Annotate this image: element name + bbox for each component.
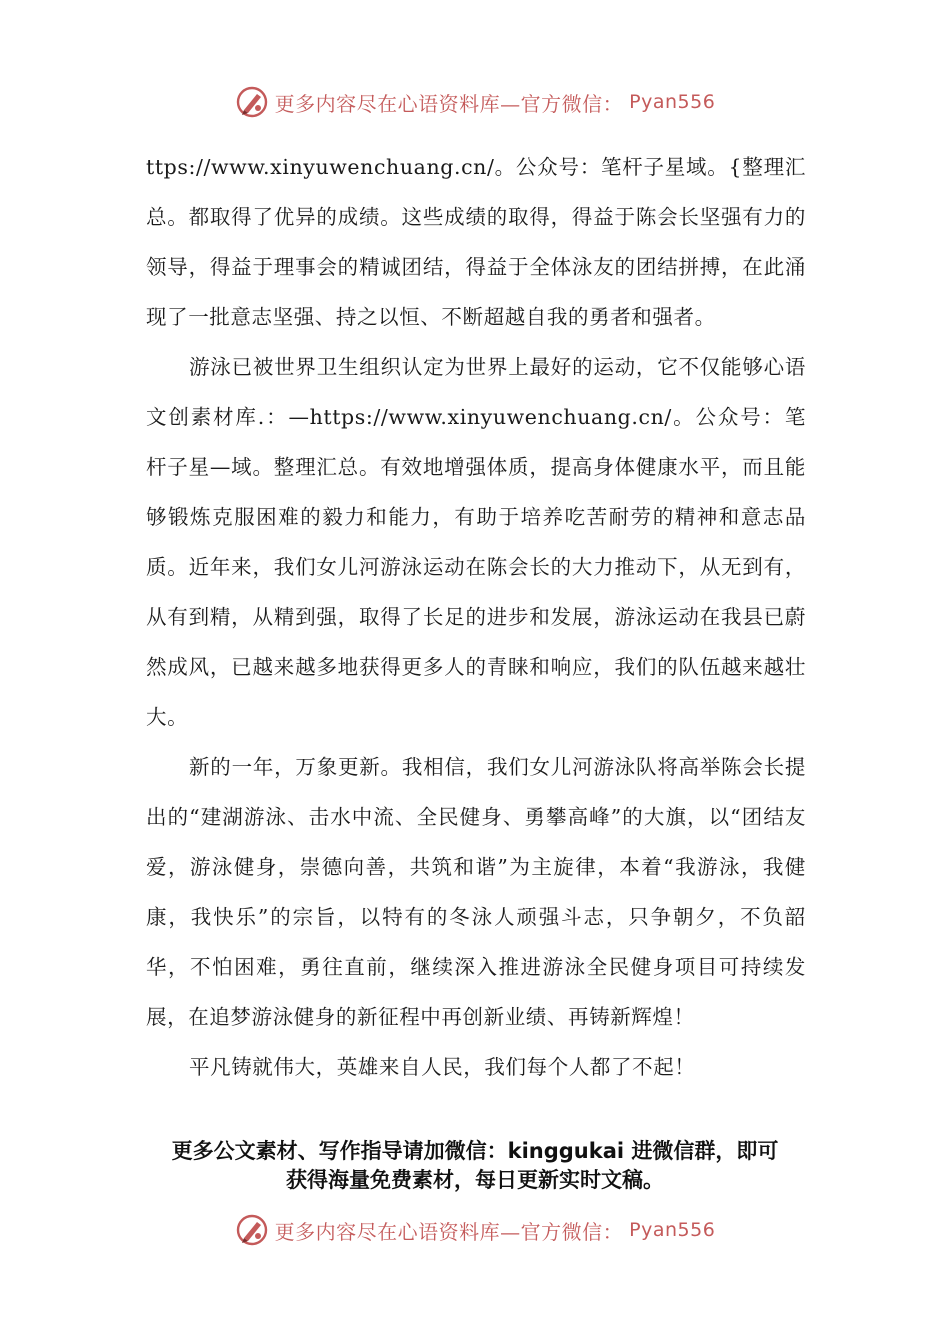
promo-line-1: 更多公文素材、写作指导请加微信：kinggukai 进微信群，即可 <box>171 1139 779 1163</box>
paragraph-4: 平凡铸就伟大，英雄来自人民，我们每个人都了不起！ <box>189 1055 696 1079</box>
watermark-wechat-id: Pyan556 <box>629 1219 716 1241</box>
pen-logo-icon <box>235 85 269 119</box>
paragraph-2: 游泳已被世界卫生组织认定为世界上最好的运动，它不仅能够心语文创素材库.：—https://www.xinyuwenchuang.cn/。公众号：笔杆子星—域。整理汇总。有效地增强体质，提高身体健康水平，而且能够锻炼克服困难的毅力和能力，有助于培养吃苦耐劳的精神和意志品质。近年来，我们女儿河游泳运动在陈会长的大力推动下，从无到有，从有到精，从精到强，取得了长足的进步和发展，游泳运动在我县已蔚然成风，已越来越多地获得更多人的青睐和响应，我们的队伍越来越壮大。 <box>146 355 806 729</box>
watermark-wechat-id: Pyan556 <box>629 91 716 113</box>
promo-notice <box>130 1137 820 1195</box>
document-body <box>146 142 806 1092</box>
promo-line-2: 获得海量免费素材，每日更新实时文稿。 <box>286 1168 664 1192</box>
paragraph-3: 新的一年，万象更新。我相信，我们女儿河游泳队将高举陈会长提出的“建湖游泳、击水中流、全民健身、勇攀高峰”的大旗，以“团结友爱，游泳健身，崇德向善，共筑和谐”为主旋律，本着“我游泳，我健康，我快乐”的宗旨，以特有的冬泳人顽强斗志，只争朝夕，不负韶华，不怕困难，勇往直前，继续深入推进游泳全民健身项目可持续发展，在追梦游泳健身的新征程中再创新业绩、再铸新辉煌！ <box>146 755 806 1029</box>
pen-logo-icon <box>235 1213 269 1247</box>
paragraph-1: ttps://www.xinyuwenchuang.cn/。公众号：笔杆子星域。{整理汇总。都取得了优异的成绩。这些成绩的取得，得益于陈会长坚强有力的领导，得益于理事会的精诚团结，得益于全体泳友的团结拼搏，在此涌现了一批意志坚强、持之以恒、不断超越自我的勇者和强者。 <box>146 155 806 329</box>
watermark-text: 更多内容尽在心语资料库—官方微信： <box>274 91 624 116</box>
header-watermark <box>0 84 950 120</box>
watermark-text: 更多内容尽在心语资料库—官方微信： <box>274 1219 624 1244</box>
footer-watermark <box>0 1212 950 1248</box>
